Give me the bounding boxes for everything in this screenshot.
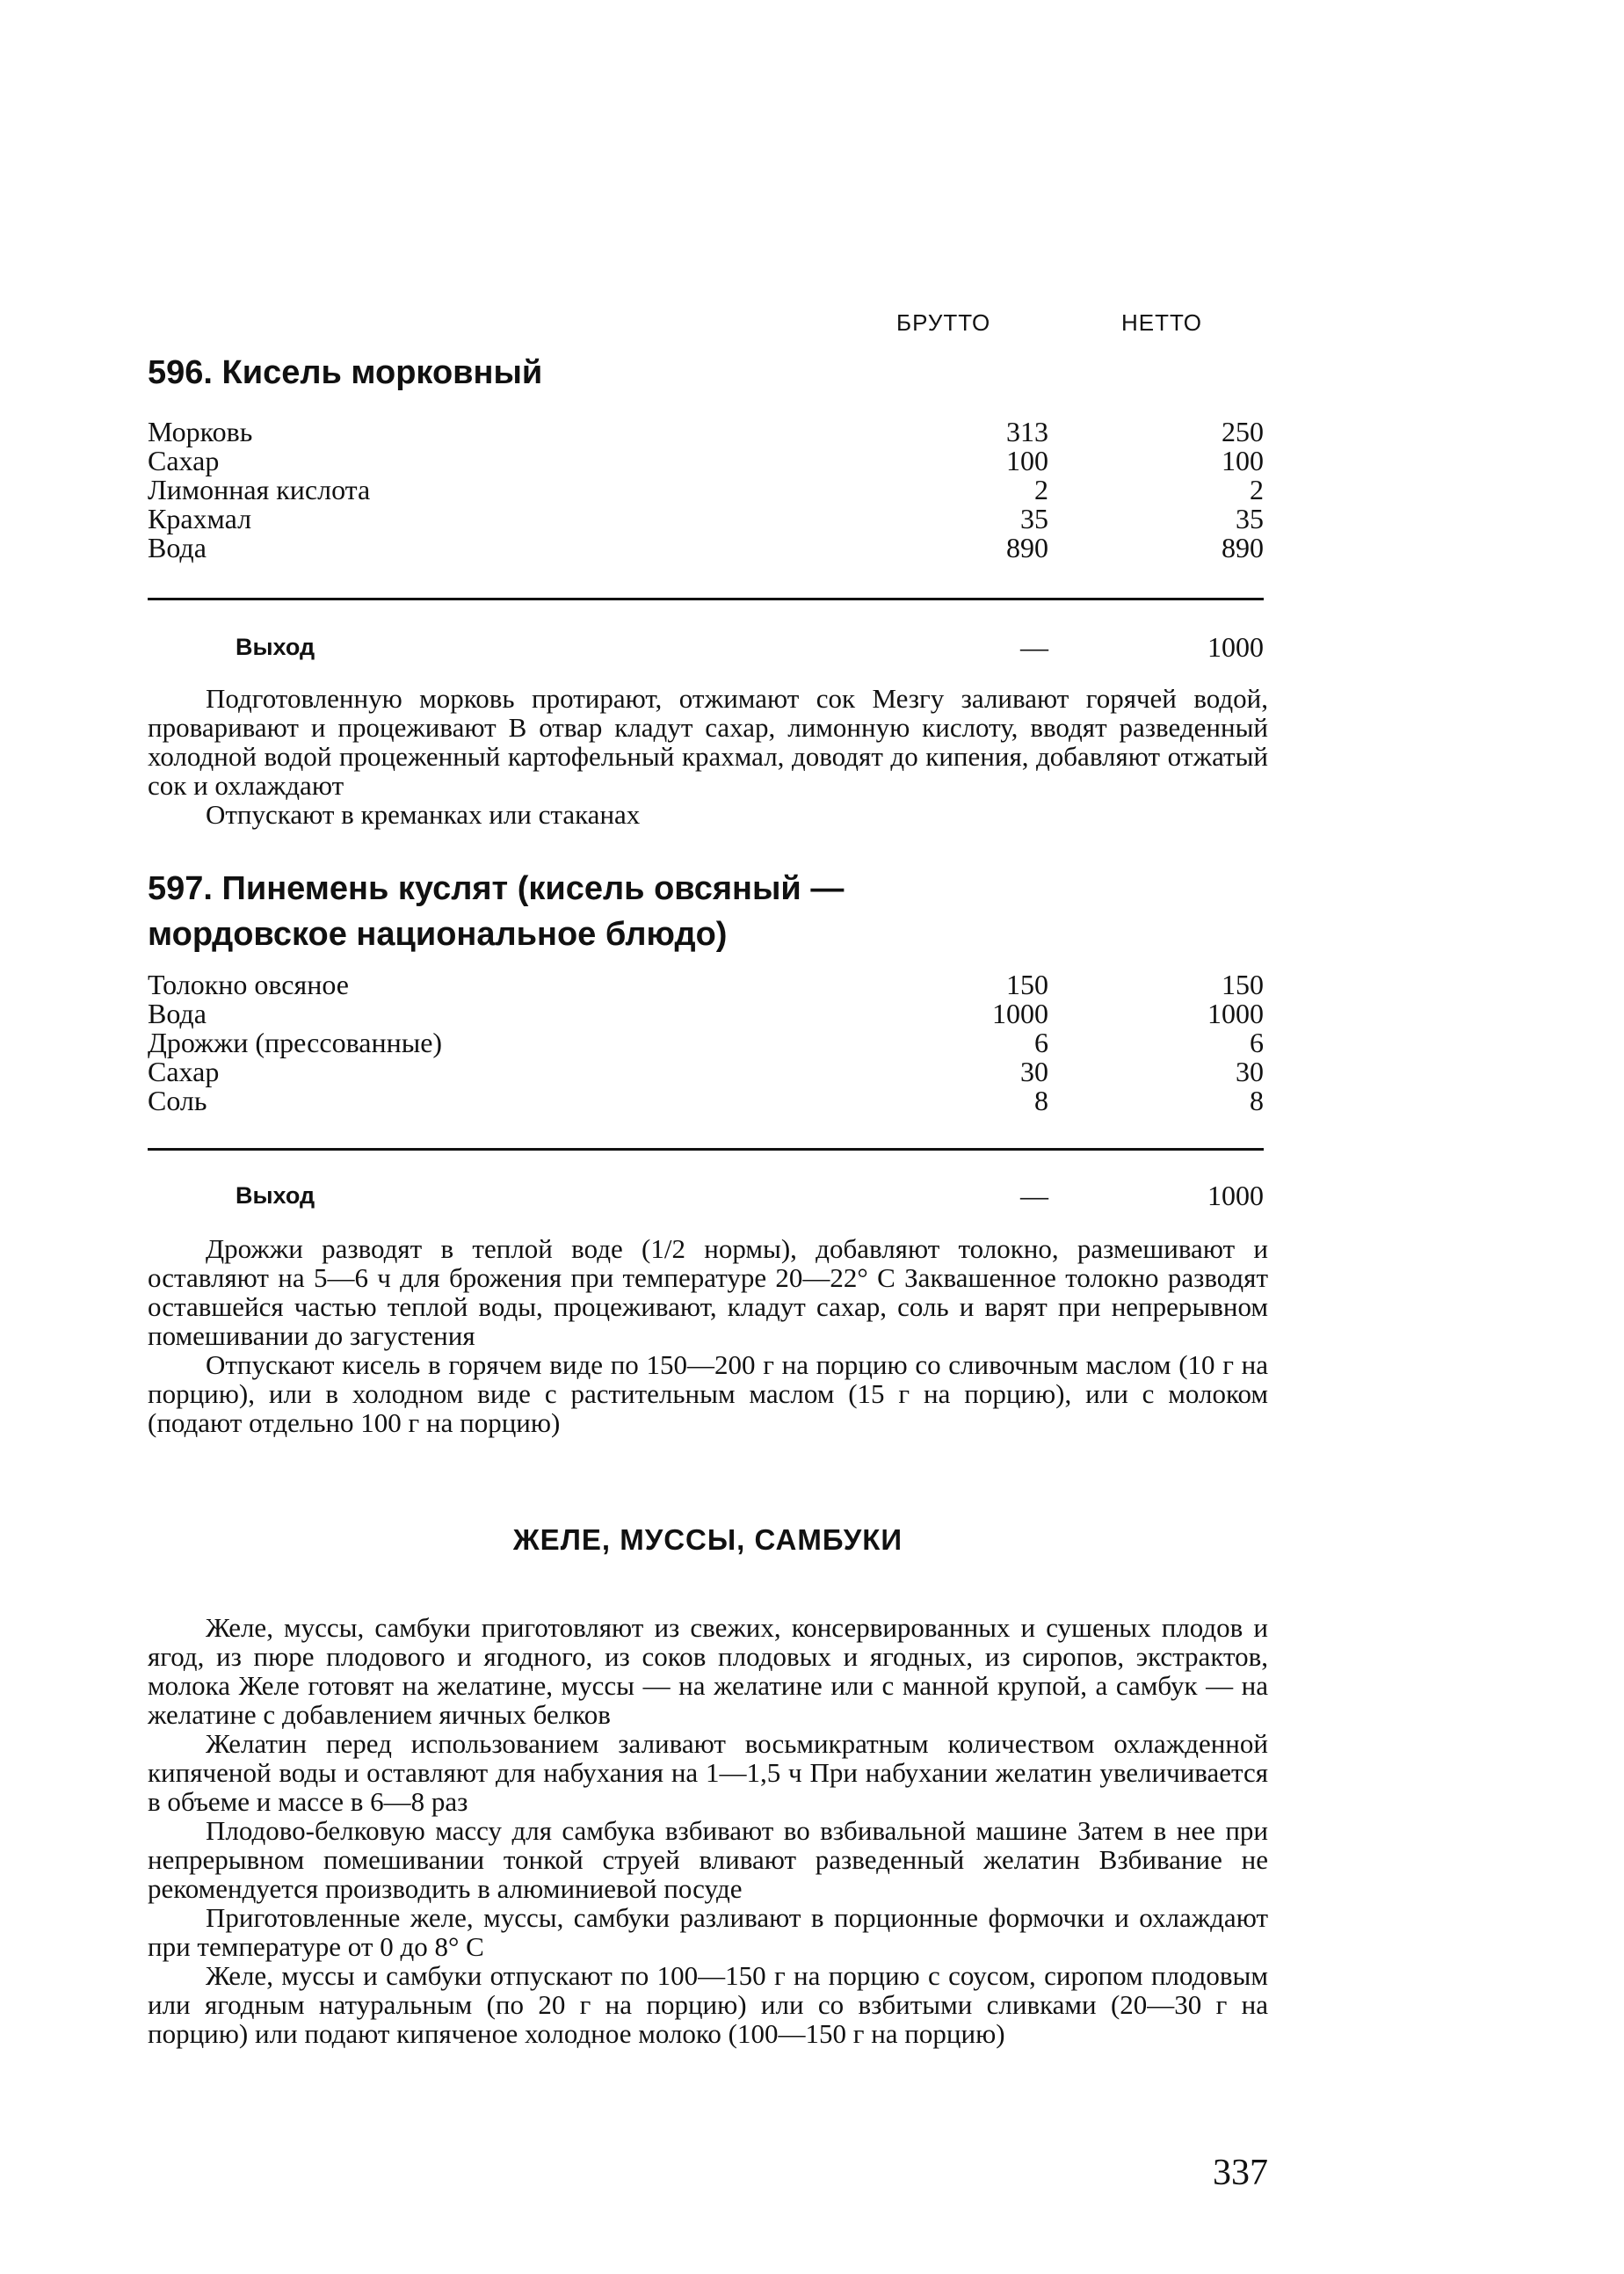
ingredient-netto: 150 [1222, 969, 1264, 1000]
section-title: ЖЕЛЕ, МУССЫ, САМБУКИ [512, 1523, 903, 1556]
yield-netto: 1000 [1207, 631, 1264, 663]
ingredient-brutto: 890 [1006, 532, 1048, 563]
paragraph: Желе, муссы, самбуки приготовляют из свежих, консервированных и сушеных плодов и ягод, из пюре плодового и ягодного, из соков плодовых и ягодных, из сиропов, экстрактов, молока Желе готовят на желатине, муссы — на желатине или с манной крупой, а самбук — на желатине с добавлением яичных белков [148, 1612, 1268, 1730]
paragraph: Подготовленную морковь протирают, отжимают сок Мезгу заливают горячей водой, проваривают и процеживают В отвар кладут сахар, лимонную кислоту, вводят разведенный холодной водой процеженный картофельный крахмал, доводят до кипения, добавляют отжатый сок и охлаждают [148, 683, 1268, 801]
ingredient-brutto: 35 [1020, 503, 1048, 534]
ingredient-row [148, 1057, 1264, 1086]
table-divider [148, 598, 1264, 600]
recipe-596-instructions [148, 684, 1268, 829]
recipe-597-title-line-2: мордовское национальное блюдо) [148, 916, 728, 953]
ingredient-netto: 2 [1250, 474, 1264, 505]
ingredient-netto: 890 [1222, 532, 1264, 563]
page-number: 337 [1213, 2153, 1268, 2193]
ingredient-netto: 6 [1250, 1027, 1264, 1058]
ingredient-netto: 100 [1222, 445, 1264, 476]
ingredient-name: Вода [148, 998, 207, 1029]
ingredient-brutto: 8 [1034, 1085, 1048, 1116]
ingredient-name: Сахар [148, 1056, 220, 1087]
ingredient-netto: 30 [1236, 1056, 1264, 1087]
ingredient-name: Дрожжи (прессованные) [148, 1027, 443, 1058]
yield-row [148, 631, 1264, 663]
ingredient-brutto: 6 [1034, 1027, 1048, 1058]
paragraph: Отпускают в креманках или стаканах [206, 799, 641, 830]
recipe-597-title-line-1: 597. Пинемень куслят (кисель овсяный — [148, 870, 845, 907]
ingredient-name: Толокно овсяное [148, 969, 349, 1000]
ingredient-row [148, 475, 1264, 505]
ingredient-name: Сахар [148, 445, 220, 476]
ingredient-row [148, 999, 1264, 1028]
paragraph: Дрожжи разводят в теплой воде (1/2 нормы), добавляют толокно, размешивают и оставляют на 5—6 ч для брожения при температуре 20—22° С Заквашенное толокно разводят оставшейся частью теплой воды, процеживают, кладут сахар, соль и варят при непрерывном помешивании до загустения [148, 1233, 1268, 1351]
yield-label: Выход [236, 634, 315, 660]
table-divider [148, 1148, 1264, 1151]
ingredient-netto: 8 [1250, 1085, 1264, 1116]
recipe-597-title [148, 866, 868, 957]
ingredient-name: Лимонная кислота [148, 474, 371, 505]
column-header-netto: НЕТТО [1121, 309, 1202, 336]
ingredient-row [148, 1028, 1264, 1057]
ingredient-name: Вода [148, 532, 207, 563]
paragraph: Желе, муссы и самбуки отпускают по 100—150 г на порцию с соусом, сиропом плодовым или ягодным натуральным (по 20 г на порцию) или со взбитыми сливками (20—30 г на порцию) или подают кипяченое холодное молоко (100—150 г на порцию) [148, 1960, 1268, 2049]
ingredient-brutto: 150 [1006, 969, 1048, 1000]
ingredient-brutto: 30 [1020, 1056, 1048, 1087]
yield-brutto: — [1020, 631, 1048, 663]
ingredient-name: Морковь [148, 416, 253, 447]
recipe-596-title: 596. Кисель морковный [148, 354, 543, 391]
recipe-597-instructions [148, 1234, 1268, 1437]
ingredient-row [148, 446, 1264, 476]
ingredient-netto: 35 [1236, 503, 1264, 534]
ingredient-brutto: 100 [1006, 445, 1048, 476]
ingredient-name: Соль [148, 1085, 207, 1116]
ingredient-brutto: 2 [1034, 474, 1048, 505]
yield-label: Выход [236, 1182, 315, 1209]
ingredient-netto: 250 [1222, 416, 1264, 447]
column-header-brutto: БРУТТО [896, 309, 991, 336]
ingredient-brutto: 313 [1006, 416, 1048, 447]
paragraph: Приготовленные желе, муссы, самбуки разливают в порционные формочки и охлаждают при температуре от 0 до 8° С [148, 1902, 1268, 1962]
ingredient-row [148, 504, 1264, 534]
yield-netto: 1000 [1207, 1180, 1264, 1211]
ingredient-netto: 1000 [1207, 998, 1264, 1029]
ingredient-row [148, 417, 1264, 447]
yield-brutto: — [1020, 1180, 1048, 1211]
ingredient-row [148, 1086, 1264, 1115]
paragraph: Желатин перед использованием заливают восьмикратным количеством охлажденной кипяченой воды и оставляют для набухания на 1—1,5 ч При набухании желатин увеличивается в объеме и массе в 6—8 раз [148, 1728, 1268, 1817]
ingredient-name: Крахмал [148, 503, 252, 534]
ingredient-row [148, 533, 1264, 563]
ingredient-row [148, 970, 1264, 999]
paragraph: Плодово-белковую массу для самбука взбивают во взбивальной машине Затем в нее при непрерывном помешивании тонкой струей вливают разведенный желатин Взбивание не рекомендуется производить в алюминиевой посуде [148, 1815, 1268, 1904]
paragraph: Отпускают кисель в горячем виде по 150—200 г на порцию со сливочным маслом (10 г на порцию), или в холодном виде с растительным маслом (15 г на порцию), или с молоком (подают отдельно 100 г на порцию) [148, 1349, 1268, 1438]
section-text [148, 1613, 1268, 2048]
ingredient-brutto: 1000 [992, 998, 1048, 1029]
yield-row [148, 1180, 1264, 1211]
